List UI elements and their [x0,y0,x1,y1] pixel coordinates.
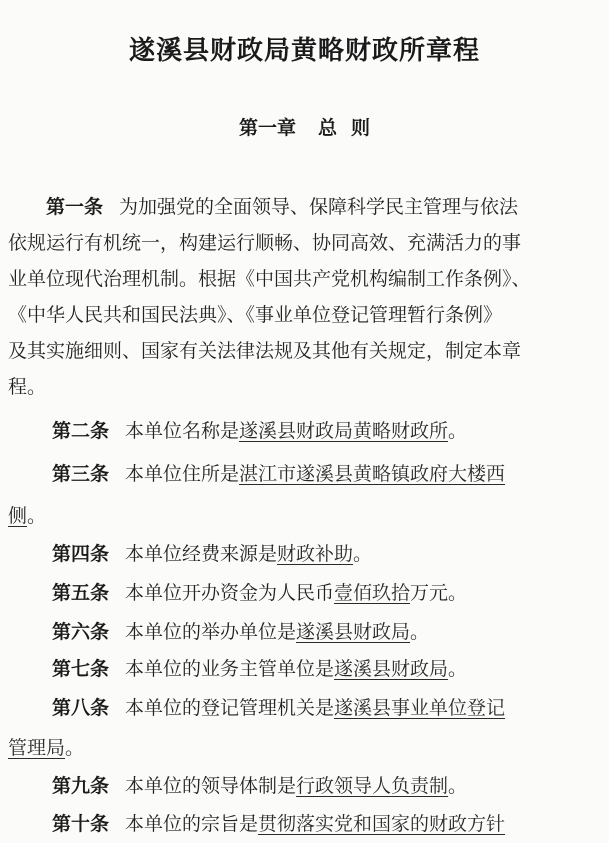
article-5-value: 壹佰玖拾 [334,582,411,604]
article-9-value: 行政领导人负责制 [296,775,449,797]
article-2-end: 。 [448,420,468,442]
article-10-label: 第十条 [52,813,110,835]
article-10 [52,813,505,835]
article-7-text: 本单位的业务主管单位是 [125,658,335,680]
chapter-word-2: 则 [351,117,371,139]
chapter-word-1: 总 [317,117,337,139]
article-9-text: 本单位的领导体制是 [125,775,297,797]
article-3-text: 本单位住所是 [125,463,240,485]
article-7-label: 第七条 [52,658,110,680]
article-1-line-3: 业单位现代治理机制。根据《中国共产党机构编制工作条例》、 [8,268,531,290]
article-7-end: 。 [448,658,468,680]
article-8-label: 第八条 [52,697,110,719]
article-2 [52,420,467,442]
article-3-value-cont: 侧 [8,505,28,527]
article-5 [52,582,467,604]
article-9-label: 第九条 [52,775,110,797]
article-8-end: 。 [65,737,85,759]
article-4-text: 本单位经费来源是 [125,543,278,565]
document-title: 遂溪县财政局黄略财政所章程 [128,36,480,66]
article-4-label: 第四条 [52,543,110,565]
article-6-end: 。 [410,621,430,643]
article-9 [52,775,467,797]
article-10-value: 贯彻落实党和国家的财政方针 [258,813,506,835]
article-7 [52,658,467,680]
article-5-end: 万元。 [410,582,468,604]
article-3 [52,463,505,485]
article-1-line-2: 依规运行有机统一，构建运行顺畅、协同高效、充满活力的事 [8,232,522,254]
article-5-text: 本单位开办资金为人民币 [125,582,335,604]
article-4-end: 。 [353,543,373,565]
article-6-text: 本单位的举办单位是 [125,621,297,643]
article-8 [52,697,505,719]
article-5-label: 第五条 [52,582,110,604]
article-9-end: 。 [448,775,468,797]
article-8-text: 本单位的登记管理机关是 [125,697,335,719]
chapter-heading [0,113,609,140]
article-6 [52,621,429,643]
article-8-line-2 [8,737,84,759]
article-3-label: 第三条 [52,463,110,485]
article-1-line-1 [46,196,518,218]
article-4 [52,543,372,565]
article-3-line-2 [8,505,46,527]
article-6-label: 第六条 [52,621,110,643]
article-10-text: 本单位的宗旨是 [125,813,259,835]
article-1-line-6: 程。 [8,376,47,398]
article-7-value: 遂溪县财政局 [334,658,449,680]
article-3-value: 湛江市遂溪县黄略镇政府大楼西 [239,463,506,485]
article-1-line-5: 及其实施细则、国家有关法律法规及其他有关规定，制定本章 [8,340,522,362]
article-4-value: 财政补助 [277,543,354,565]
article-2-label: 第二条 [52,420,110,442]
article-1-text-1: 为加强党的全面领导、保障科学民主管理与依法 [119,196,519,218]
chapter-number: 第一章 [238,117,296,139]
article-1-label: 第一条 [46,196,104,218]
article-8-value-cont: 管理局 [8,737,66,759]
article-2-value: 遂溪县财政局黄略财政所 [239,420,449,442]
article-1-line-4: 《中华人民共和国民法典》、《事业单位登记管理暂行条例》 [8,304,503,326]
article-6-value: 遂溪县财政局 [296,621,411,643]
article-2-text: 本单位名称是 [125,420,240,442]
article-8-value: 遂溪县事业单位登记 [334,697,506,719]
article-3-end: 。 [27,505,47,527]
